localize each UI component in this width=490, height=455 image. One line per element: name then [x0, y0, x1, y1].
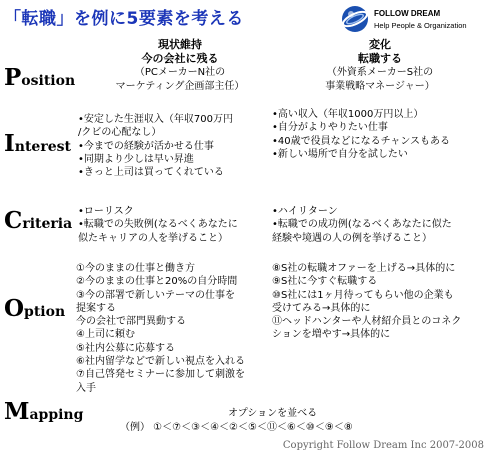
swirl-globe-icon: [340, 4, 370, 34]
page-title: 「転職」を例に5要素を考える: [4, 9, 244, 29]
interest-initial: I: [4, 130, 15, 157]
list-item: •ハイリターン: [272, 206, 338, 217]
row-label-interest: [4, 130, 71, 157]
left-sub2: マーケティング企画部主任）: [115, 81, 245, 92]
list-item: ⑤社内公募に応募する: [76, 342, 175, 354]
list-item: 受けてみる→具体的に: [272, 302, 371, 314]
option-rest: ption: [24, 304, 66, 320]
copyright: Copyright Follow Dream Inc 2007-2008: [282, 440, 484, 451]
logo-line2: Help People & Organization: [374, 21, 467, 30]
row-label-mapping: [4, 398, 83, 425]
left-sub1: （PCメーカーN社の: [134, 67, 226, 78]
criteria-left-list: [78, 205, 238, 245]
mapping-example: （例） ①＜⑦＜③＜④＜②＜⑤＜⑪＜⑥＜⑩＜⑨＜⑧: [120, 422, 353, 433]
right-sub1: （外資系メーカーS社の: [326, 67, 434, 78]
list-item: •きっと上司は買ってくれている: [78, 167, 224, 179]
list-item: •転職での成功例(なるべくあなたに似た: [272, 219, 452, 231]
criteria-initial: C: [4, 207, 23, 234]
list-item: /クビの心配なし）: [78, 127, 162, 139]
option-right-list: [272, 262, 461, 342]
option-left-list: [76, 262, 245, 395]
list-item: 入手: [76, 382, 96, 394]
position-rest: osition: [21, 73, 76, 89]
list-item: ⑪ヘッドハンターや人材紹介員とのコネク: [272, 316, 462, 328]
interest-left-list: [78, 113, 233, 179]
list-item: 経験や境遇の人の例を挙げること）: [272, 232, 432, 244]
right-sub2: 事業戦略マネージャー）: [325, 81, 435, 92]
list-item: •ローリスク: [78, 206, 134, 217]
list-item: ②今のままの仕事と20%の自分時間: [76, 276, 238, 288]
list-item: •同期より少しは早い昇進: [78, 153, 194, 165]
company-logo: [340, 4, 490, 36]
criteria-right-list: [272, 205, 452, 245]
row-label-criteria: [4, 207, 72, 234]
list-item: •今までの経験が活かせる仕事: [78, 140, 214, 152]
mapping-heading: オプションを並べる: [228, 408, 318, 419]
list-item: ④上司に頼む: [76, 329, 135, 341]
left-heading2: 今の会社に残る: [141, 52, 219, 65]
list-item: 提案する: [76, 302, 116, 314]
list-item: ⑨S社に今すぐ転職する: [272, 276, 378, 288]
list-item: ションを増やす→具体的に: [272, 329, 391, 341]
left-column-header: [100, 38, 260, 94]
logo-line1: FOLLOW DREAM: [374, 9, 441, 18]
list-item: •転職での失敗例(なるべくあなたに: [78, 219, 238, 231]
right-column-header: [300, 38, 460, 94]
list-item: ①今のままの仕事と働き方: [76, 263, 195, 274]
list-item: •新しい場所で自分を試したい: [272, 148, 408, 160]
list-item: 今の会社で部門異動する: [76, 316, 186, 328]
mapping-initial: M: [4, 398, 30, 425]
list-item: ⑩S社には1ヶ月待ってもらい他の企業も: [272, 289, 454, 301]
interest-rest: nterest: [14, 139, 71, 155]
list-item: •自分がよりやりたい仕事: [272, 122, 388, 134]
right-heading1: 変化: [369, 38, 391, 51]
mapping-rest: apping: [29, 407, 84, 423]
list-item: 似たキャリアの人を挙げること）: [78, 232, 228, 244]
list-item: ⑧S社の転職オファーを上げる→具体的に: [272, 263, 456, 274]
criteria-rest: riteria: [22, 216, 73, 232]
list-item: •安定した生涯収入（年収700万円: [78, 114, 233, 125]
list-item: •40歳で役員などになるチャンスもある: [272, 135, 451, 147]
interest-right-list: [272, 108, 450, 161]
list-item: ⑥社内留学などで新しい視点を入れる: [76, 356, 245, 368]
list-item: ⑦自己啓発セミナーに参加して刺激を: [76, 369, 245, 381]
position-initial: P: [4, 64, 22, 91]
list-item: •高い収入（年収1000万円以上）: [272, 109, 424, 120]
left-heading1: 現状維持: [158, 38, 202, 51]
list-item: ③今の部署で新しいテーマの仕事を: [76, 289, 235, 301]
option-initial: O: [4, 295, 25, 322]
right-heading2: 転職する: [358, 52, 402, 65]
row-label-position: [4, 64, 75, 91]
row-label-option: [4, 295, 65, 322]
